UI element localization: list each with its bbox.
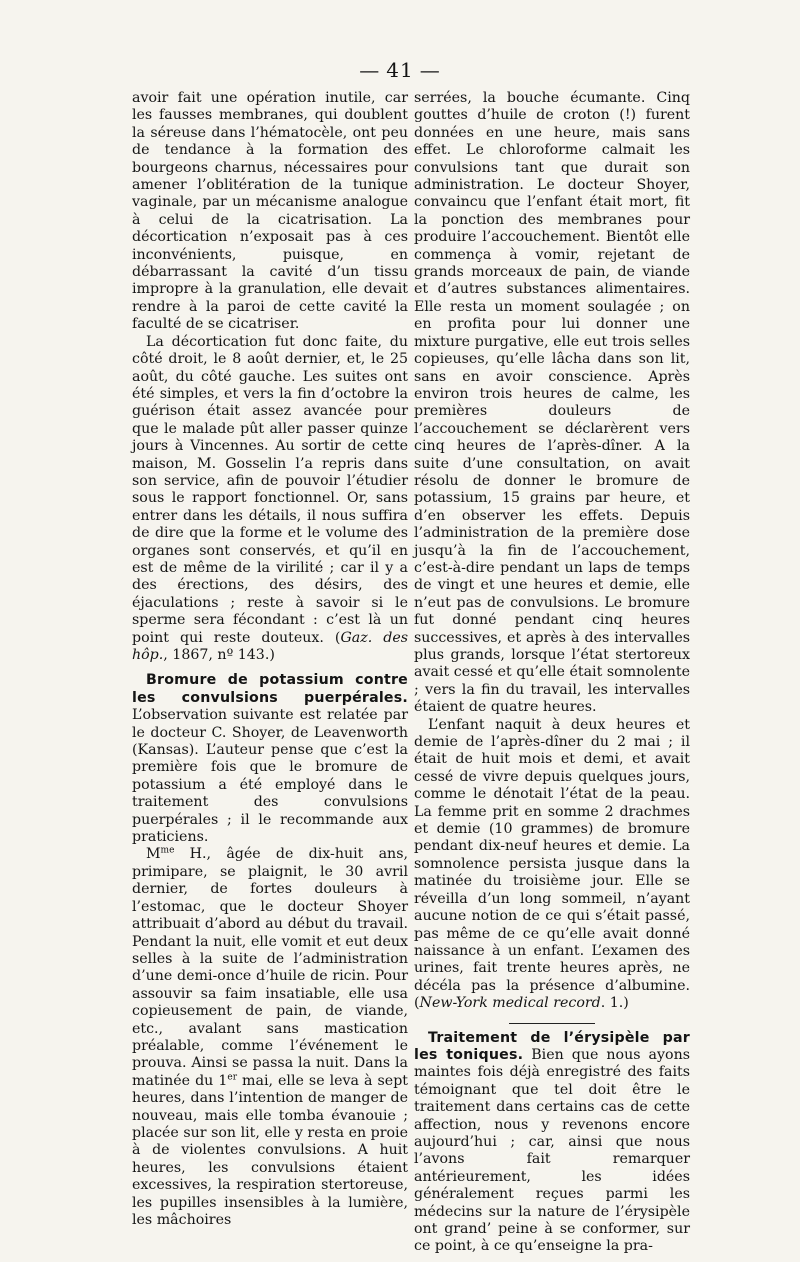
paragraph-text: serrées, la bouche écumante. Cinq gouttes d’huile de croton (!) furent données en une heure, mais sans effet. Le chloroforme calmait les convulsions tant que durait son administration. Le docteur Shoyer, convaincu que l’enfant était mort, fit la ponction des membranes pour produire l’accouchement. Bientôt elle commença à vomir, rejetant de grands morceaux de pain, de viande et d’autres substances alimentaires. Elle resta un moment soulagée ; on en profita pour lui donner une mixture purgative, elle eut trois selles copieuses, qu’elle lâcha dans son lit, sans en avoir conscience. Après environ trois heures de calme, les premières douleurs de l’accouchement se déclarèrent vers cinq heures de l’après-dîner. A la suite d’une consultation, on avait résolu de donner le bromure de potassium, 15 grains par heure, et d’en observer les effets. Depuis l’administration de la première dose jusqu’à la fin de l’accouchement, c’est-à-dire pendant un laps de temps de vingt et une heures et demie, elle n’eut pas de convulsions. Le bromure fut donné pendant cinq heures successives, et après à des intervalles plus grands, lorsque l’état stertoreux avait cessé et qu’elle était somnolente ; vers la fin du travail, les intervalles étaient de quatre heures. [414,90,690,716]
paragraph [132,846,408,1229]
section-heading: Traitement de l’érysipèle par les toniques. [414,1029,690,1063]
page-header [0,58,800,82]
paragraph-text: mai, elle se leva à sept heures, dans l’intention de manger de nouveau, mais elle tomba évanouie ; placée sur son lit, elle y resta en proie à de violentes convulsions. A huit heures, les convulsions étaient excessives, la respiration stertoreuse, les pupilles insensibles à la lumière, les mâchoires [132,1072,408,1228]
paragraph [414,90,690,717]
abbrev-lead: M [146,846,161,863]
citation-journal: New-York medical record [419,995,601,1012]
section-paragraph [132,672,408,846]
paragraph [132,334,408,665]
paragraph-text: L’enfant naquit à deux heures et demie de l’après-dîner du 2 mai ; il était de huit mois et demi, et avait cessé de vivre depuis quelques jours, comme le dénotait l’état de la peau. La femme prit en somme 2 drachmes et demie (10 grammes) de bromure pendant dix-neuf heures et demie. La somnolence persista jusque dans la matinée du troisième jour. Elle se réveilla d’un long sommeil, n’ayant aucune notion de ce qui s’était passé, pas même de ce qu’elle avait donné naissance à un enfant. L’examen des urines, fait trente heures après, ne décéla pas la présence d’albumine. [414,716,690,994]
paragraph [414,717,690,1013]
superscript: me [160,845,175,856]
paragraph-text: avoir fait une opération inutile, car les fausses membranes, qui doublent la séreuse dans l’hématocèle, ont peu de tendance à la formation des bourgeons charnus, nécessaires pour amener l’oblitération de la tunique vaginale, par un mécanisme analogue à celui de la cicatrisation. La décortication n’exposait pas à ces inconvénients, puisque, en débarrassant la cavité d’un tissu impropre à la granulation, elle devait rendre à la paroi de cette cavité la faculté de se cicatriser. [132,90,408,333]
citation-ref: , 1867, nº 143.) [163,647,275,663]
left-column [132,90,408,1229]
citation-open: ( [334,629,341,646]
paragraph-text: L’observation suivante est relatée par le docteur C. Shoyer, de Leavenworth (Kansas). L’auteur pense que c’est la première fois que le bromure de potassium a été employé dans le traitement des convulsions puerpérales ; il le recommande aux praticiens. [132,707,408,846]
page-number: 41 [386,58,414,82]
paragraph-text: H., âgée de dix-huit ans, primipare, se plaignit, le 30 avril dernier, de fortes douleurs à l’estomac, que le docteur Shoyer attribuait d’abord au début du travail. Pendant la nuit, elle vomit et eut deux selles à la suite de l’administration d’une demi-once d’huile de ricin. Pour assouvir sa faim insatiable, elle usa copieusement de pain, de viande, etc., avalant sans mastication préalable, comme l’événement le prouva. Ainsi se passa la nuit. Dans la matinée du 1 [132,846,408,1089]
section-heading: Bromure de potassium contre les convulsions puerpérales. [132,672,408,706]
right-column [414,90,690,1256]
citation-ref: . 1.) [600,995,629,1012]
paragraph [132,90,408,334]
citation-open: ( [414,995,420,1012]
paragraph-text: Bien que nous ayons maintes fois déjà enregistré des faits témoignant que tel doit être le traitement dans certains cas de cette affection, nous y revenons encore aujourd’hui ; car, ainsi que nous l’avons fait remarquer antérieurement, les idées généralement reçues parmi les médecins sur la nature de l’érysipèle ont grand’ peine à se conformer, sur ce point, à ce qu’enseigne la pra- [414,1046,690,1255]
citation-journal: Gaz. des hôp. [132,629,409,663]
paragraph-text: La décortication fut donc faite, du côté droit, le 8 août dernier, et, le 25 août, du côté gauche. Les suites ont été simples, et vers la fin d’octobre la guérison était assez avancée pour que le malade pût aller passer quinze jours à Vincennes. Au sortir de cette maison, M. Gosselin l’a repris dans son service, afin de pouvoir l’étudier sous le rapport fonctionnel. Or, sans entrer dans les détails, il nous suffira de dire que la forme et le volume des organes sont conservés, et qu’il en est de même de la virilité ; car il y a des érections, des désirs, des éjaculations ; reste à savoir si le sperme sera fécondant : c’est là un point qui reste douteux. [132,333,408,646]
dash-left: — [359,58,381,82]
superscript: er [227,1072,238,1083]
dash-right: — [419,58,441,82]
section-divider [509,1023,595,1024]
section-paragraph [414,1030,690,1256]
